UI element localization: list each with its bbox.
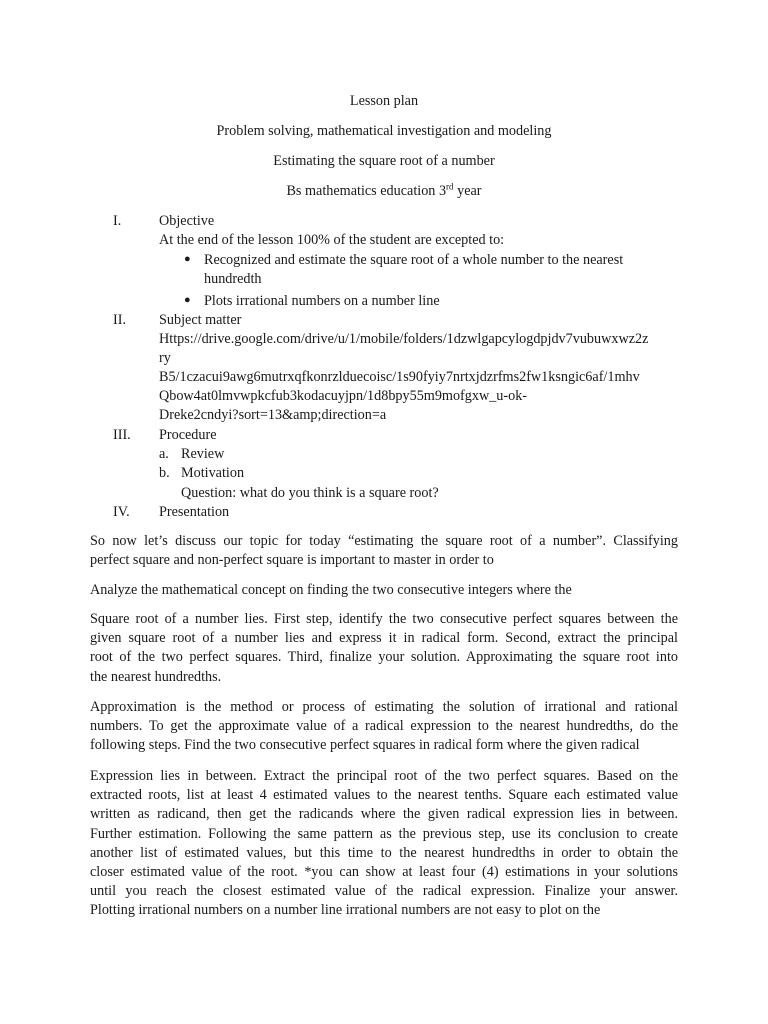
section-title-subject-matter: Subject matter (159, 312, 242, 328)
paragraph-line: until you reach the closest estimated value of the radical expression. Finalize your answer. (90, 883, 678, 900)
body-paragraph-4 (90, 698, 678, 756)
course-suffix: year (453, 183, 482, 199)
objective-bullet-2: Plots irrational numbers on a number line (204, 293, 440, 309)
objective-intro: At the end of the lesson 100% of the student are excepted to: (159, 232, 505, 248)
section-title-objective: Objective (159, 213, 215, 229)
paragraph-line: numbers. To get the approximate value of a radical expression to the nearest hundredths, do the (90, 718, 678, 735)
section-numeral-subject-matter: II. (113, 312, 126, 328)
body-paragraph-5 (90, 767, 678, 921)
bullet-icon: ● (184, 294, 191, 306)
document-title: Lesson plan (349, 93, 419, 109)
paragraph-line: the nearest hundredths. (90, 668, 222, 685)
paragraph-line: Square root of a number lies. First step, identify the two consecutive perfect squares between the (90, 611, 678, 627)
topic-line: Estimating the square root of a number (273, 153, 495, 169)
paragraph-line: written as radicand, then get the radicands where the given radical expression lies in between. (90, 806, 678, 823)
subject-matter-url-line: Dreke2cndyi?sort=13&amp;direction=a (159, 407, 387, 423)
paragraph-line: following steps. Find the two consecutive perfect squares in radical form where the given radical (90, 737, 640, 754)
subject-line: Problem solving, mathematical investigation and modeling (216, 123, 552, 139)
paragraph-line: root of the two perfect squares. Third, finalize your solution. Approximating the square root into (90, 649, 678, 666)
body-paragraph-2 (90, 581, 678, 600)
paragraph-line: So now let’s discuss our topic for today “estimating the square root of a number”. Classifying (90, 533, 678, 549)
procedure-question: Question: what do you think is a square root? (181, 485, 439, 501)
procedure-item-motivation: Motivation (181, 465, 245, 481)
paragraph-line: Analyze the mathematical concept on finding the two consecutive integers where the (90, 582, 572, 598)
subject-matter-url-line: ry (159, 350, 171, 366)
procedure-item-marker-b: b. (159, 465, 170, 481)
section-title-presentation: Presentation (159, 504, 230, 520)
objective-bullet-1-line-1: Recognized and estimate the square root of a whole number to the nearest (204, 252, 624, 268)
paragraph-line: extracted roots, list at least 4 estimated values to the nearest tenths. Square each estimated value (90, 787, 678, 804)
objective-bullet-1-line-2: hundredth (204, 271, 262, 287)
procedure-item-review: Review (181, 446, 225, 462)
paragraph-line: Plotting irrational numbers on a number line irrational numbers are not easy to plot on the (90, 902, 601, 919)
course-line (0, 183, 768, 200)
course-superscript: rd (446, 181, 454, 192)
section-numeral-objective: I. (113, 213, 122, 229)
paragraph-line: Further estimation. Following the same pattern as the previous step, use its conclusion to create (90, 825, 678, 842)
section-numeral-presentation: IV. (113, 504, 130, 520)
subject-matter-url-line: Https://drive.google.com/drive/u/1/mobile/folders/1dzwlgapcylogdpjdv7vubuwxwz2z (159, 331, 649, 347)
paragraph-line: perfect square and non-perfect square is important to master in order to (90, 552, 494, 569)
course-prefix: Bs mathematics education 3 (286, 183, 447, 199)
paragraph-line: Expression lies in between. Extract the principal root of the two perfect squares. Based on the (90, 768, 678, 784)
section-title-procedure: Procedure (159, 427, 217, 443)
procedure-item-marker-a: a. (159, 446, 169, 462)
paragraph-line: closer estimated value of the root. *you can show at least four (4) estimations in your solutions (90, 864, 678, 881)
paragraph-line: another list of estimated values, but this time to the nearest hundredths in order to obtain the (90, 844, 678, 861)
subject-matter-url-line: B5/1czacui9awg6mutrxqfkonrzlduecoisc/1s90fyiy7nrtxjdzrfms2fw1ksngic6af/1mhv (159, 369, 640, 385)
body-paragraph-1 (90, 532, 678, 570)
section-numeral-procedure: III. (113, 427, 131, 443)
subject-matter-url-line: Qbow4at0lmvwpkcfub3kodacuyjpn/1d8bpy55m9mofgxw_u-ok- (159, 388, 528, 404)
paragraph-line: given square root of a number lies and express it in radical form. Second, extract the principal (90, 630, 678, 647)
bullet-icon: ● (184, 253, 191, 265)
paragraph-line: Approximation is the method or process of estimating the solution of irrational and rational (90, 699, 678, 715)
body-paragraph-3 (90, 610, 678, 687)
